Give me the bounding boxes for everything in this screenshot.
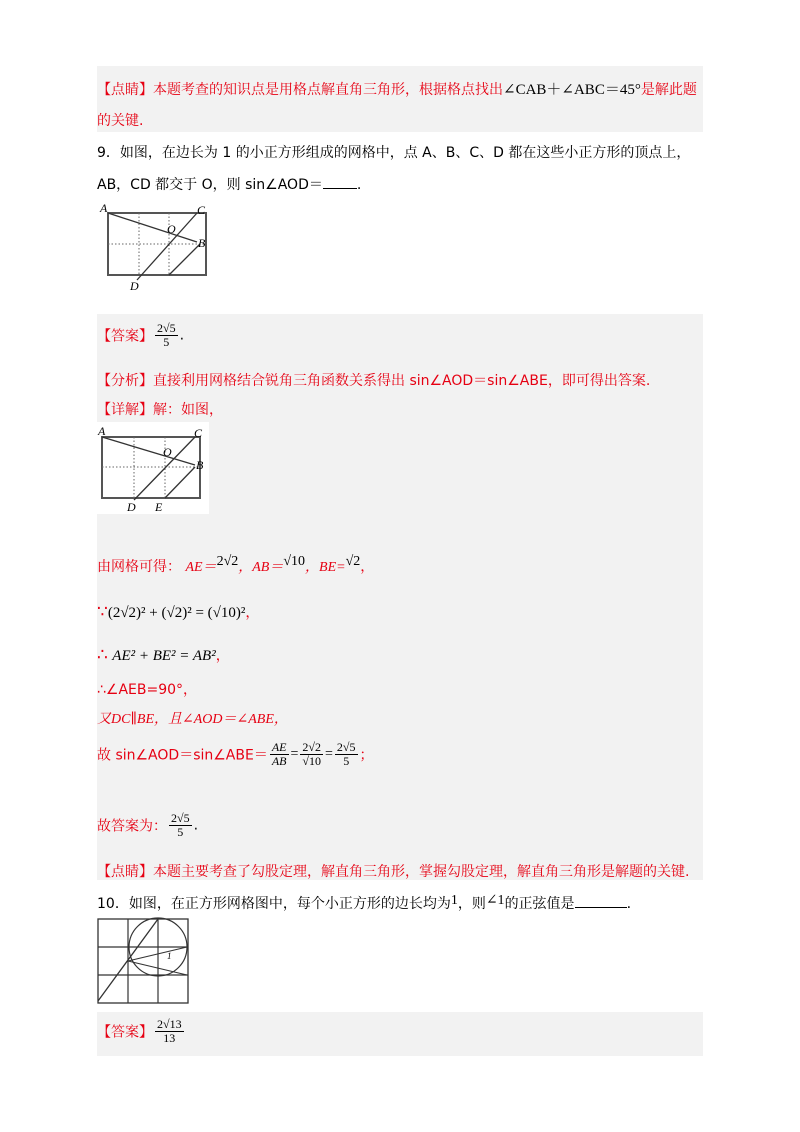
- grid-figure-10: [97, 917, 193, 1005]
- answer-9-period: .: [179, 327, 185, 344]
- fraction-2r2-r10: [300, 741, 323, 768]
- analysis-text: 直接利用网格结合锐角三角函数关系得出 sin∠AOD＝sin∠ABE，即可得出答案.: [153, 373, 651, 389]
- detail-9-line: [97, 399, 223, 419]
- question-9-period: .: [356, 177, 362, 193]
- fraction-num: 2√2: [302, 740, 321, 754]
- answer-blank: [323, 187, 357, 189]
- answer-tag: 【答案】: [97, 328, 153, 345]
- answer-9-fraction: [155, 322, 178, 349]
- question-10-text: 10．如图，在正方形网格图中，每个小正方形的边长均为: [97, 896, 451, 912]
- period: .: [626, 896, 632, 912]
- fraction-ae-ab: [270, 741, 289, 768]
- summary-tag: 【点睛】: [97, 82, 153, 98]
- summary-tag: 【点睛】: [97, 864, 153, 880]
- semicolon: ；: [359, 747, 374, 764]
- question-10-text-post: 的正弦值是: [504, 896, 575, 912]
- detail-9-lengths: [97, 556, 374, 576]
- angle-1-label: ∠1: [485, 893, 505, 908]
- grid-figure-9-detail: [97, 422, 209, 514]
- fraction-den: √10: [302, 754, 321, 768]
- right-angle-statement: ∴∠AEB=90°，: [97, 682, 198, 698]
- question-9-line2: [97, 174, 361, 194]
- answer-10-fraction: [155, 1018, 184, 1045]
- point-E-label: E: [155, 500, 163, 514]
- point-C-label: C: [197, 203, 206, 217]
- point-B-label: B: [196, 458, 204, 472]
- answer-10-denominator: 13: [163, 1031, 176, 1045]
- ae-value: 2√2: [216, 554, 239, 569]
- final-answer-fraction: [169, 812, 192, 839]
- summary-text: 本题考查的知识点是用格点解直角三角形，根据格点找出: [153, 82, 503, 98]
- detail-9-sine: 故 sin∠AOD＝sin∠ABE＝ $\frac{AE}{AB}$ = $\frac{2√2}{√10}$ = $\frac{2√5}{5}$ ；: [97, 740, 374, 768]
- ab-value: √10: [283, 554, 306, 569]
- parallel-statement: 又DC∥BE，且∠AOD＝∠ABE，: [97, 712, 288, 727]
- point-B-label: B: [198, 236, 206, 250]
- detail-9-because: [97, 602, 259, 622]
- fraction-2r5-5: [335, 741, 358, 768]
- side-length-value: 1: [450, 893, 458, 908]
- answer-block-9: [97, 314, 703, 362]
- point-C-label: C: [194, 426, 203, 440]
- fraction-num: 2√5: [336, 740, 356, 754]
- comma: ，: [215, 648, 230, 664]
- answer-tag: 【答案】: [97, 1024, 153, 1041]
- summary-8-line1: [97, 78, 697, 99]
- grid-figure-9: [97, 200, 217, 292]
- be-value: √2: [345, 554, 361, 569]
- sine-statement: 故 sin∠AOD＝sin∠ABE＝: [97, 747, 268, 764]
- analysis-9-line: [97, 370, 650, 390]
- question-9-line1: [97, 142, 690, 162]
- detail-text: 解：如图，: [153, 402, 223, 418]
- point-D-label: D: [130, 279, 139, 292]
- angle-formula: ∠CAB＋∠ABC＝45°: [503, 82, 641, 98]
- detail-tag: 【详解】: [97, 402, 153, 418]
- detail-9-therefore: [97, 645, 230, 665]
- answer-10-numerator: 2√13: [157, 1017, 182, 1031]
- point-O-label: O: [163, 445, 172, 459]
- point-A-label: A: [100, 201, 108, 215]
- pythagoras-check: (2√2)² + (√2)² = (√10)²: [107, 605, 246, 621]
- question-9-text2: AB，CD 都交于 O，则 sin∠AOD＝: [97, 177, 323, 193]
- question-9-text: 9．如图，在边长为 1 的小正方形组成的网格中，点 A、B、C、D 都在这些小正方形的顶点上，: [97, 145, 691, 161]
- summary-block-8: [97, 66, 703, 132]
- pythagoras-equation: AE² + BE² = AB²: [112, 648, 216, 664]
- answer-9-numerator: 2√5: [157, 321, 176, 335]
- angle-1-figure-label: 1: [167, 951, 172, 961]
- be-label: ，BE=: [305, 560, 346, 575]
- because-symbol: ∵: [97, 602, 108, 622]
- analysis-tag: 【分析】: [97, 373, 153, 389]
- ab-label: ，AB＝: [238, 560, 284, 575]
- ae-label: AE＝: [185, 560, 217, 575]
- fraction-num: AE: [271, 740, 287, 754]
- question-10-text-mid: ，则: [457, 896, 486, 912]
- summary-text-post: 是解此题: [640, 82, 697, 98]
- answer-9-line: [97, 322, 184, 349]
- summary-8-line2: [97, 110, 143, 130]
- point-A-label: A: [98, 424, 106, 438]
- summary-9-line: [97, 861, 689, 881]
- answer-10-line: [97, 1018, 186, 1045]
- detail-9-right-angle: [97, 679, 197, 699]
- answer-block-10: [97, 1012, 703, 1056]
- answer-blank: [575, 906, 627, 908]
- fraction-den: 5: [177, 825, 184, 839]
- fraction-den: 5: [343, 754, 350, 768]
- fraction-den: AB: [271, 754, 287, 768]
- summary-text-line2: 的关键.: [97, 113, 144, 129]
- detail-9-final: [97, 812, 198, 839]
- comma: ，: [245, 605, 260, 621]
- detail-lengths-intro: 由网格可得：: [97, 559, 181, 575]
- summary-text: 本题主要考查了勾股定理，解直角三角形，掌握勾股定理，解直角三角形是解题的关键.: [153, 864, 690, 880]
- detail-9-parallel: [97, 708, 288, 728]
- point-O-label: O: [167, 222, 176, 236]
- therefore-symbol: ∴: [97, 645, 108, 665]
- final-answer-label: 故答案为：: [97, 818, 167, 835]
- period: .: [193, 817, 199, 834]
- point-D-label: D: [127, 500, 136, 514]
- answer-9-denominator: 5: [163, 335, 170, 349]
- question-10-line: [97, 893, 631, 913]
- fraction-num: 2√5: [171, 811, 190, 825]
- comma: ，: [360, 559, 375, 575]
